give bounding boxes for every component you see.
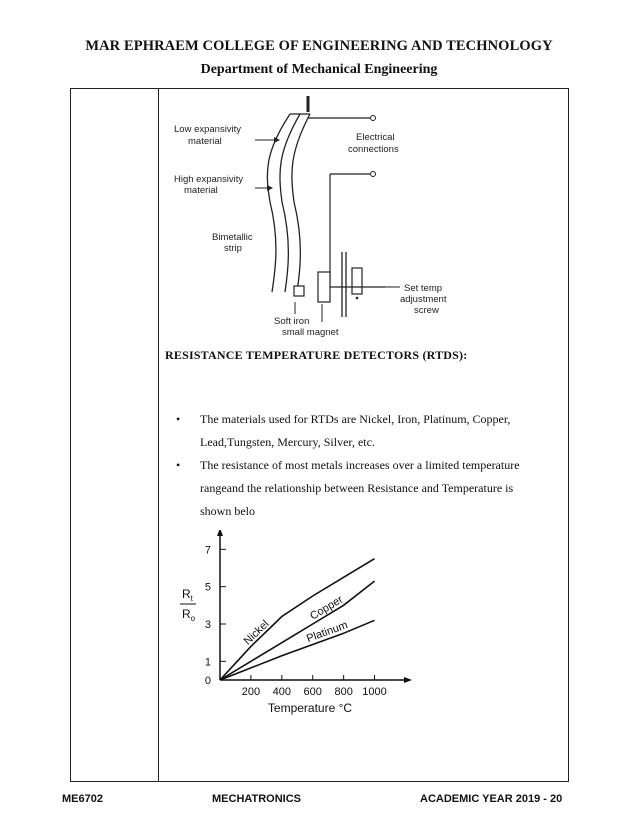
series-label-platinum: Platinum bbox=[305, 619, 350, 646]
y-tick-label: 1 bbox=[204, 656, 211, 669]
series-label-nickel: Nickel bbox=[241, 618, 272, 648]
series-line-nickel bbox=[220, 559, 375, 680]
x-tick-label: 800 bbox=[334, 686, 353, 698]
y-tick-label: 7 bbox=[204, 544, 211, 557]
label-screw: screw bbox=[414, 305, 439, 316]
section-heading: RESISTANCE TEMPERATURE DETECTORS (RTDS): bbox=[165, 348, 468, 362]
label-high-expansivity: High expansivity bbox=[174, 174, 244, 185]
bimetallic-strip-diagram bbox=[170, 92, 470, 342]
label-low-expansivity-material: material bbox=[188, 136, 222, 147]
resistance-temperature-graph bbox=[172, 530, 432, 730]
label-low-expansivity: Low expansivity bbox=[174, 124, 242, 135]
x-axis-arrow bbox=[404, 677, 412, 683]
label-high-expansivity-material: material bbox=[184, 185, 218, 196]
bullet-item: • The materials used for RTDs are Nickel, Iron, Platinum, Copper, Lead,Tungsten, Mercury, Silver, etc. bbox=[176, 412, 511, 449]
x-axis-label: Temperature °C bbox=[267, 701, 353, 715]
label-soft-iron: Soft iron bbox=[274, 316, 310, 327]
footer-academic-year: ACADEMIC YEAR 2019 - 20 bbox=[420, 793, 563, 805]
footer-subject: MECHATRONICS bbox=[212, 793, 302, 805]
x-tick-label: 400 bbox=[272, 686, 291, 698]
column-divider bbox=[158, 88, 159, 782]
y-tick-label: 3 bbox=[204, 619, 211, 631]
strip-inner-edge bbox=[292, 114, 310, 292]
x-tick-label: 1000 bbox=[362, 686, 387, 698]
x-tick-label: 600 bbox=[303, 686, 322, 698]
adjustment-screw-head bbox=[352, 268, 362, 294]
label-electrical: Electrical bbox=[356, 132, 395, 143]
label-set-temp: Set temp bbox=[404, 283, 443, 294]
strip-middle-edge bbox=[280, 114, 300, 292]
label-adjustment: adjustment bbox=[400, 294, 447, 305]
series-line-platinum bbox=[220, 620, 375, 680]
graph-series bbox=[220, 559, 375, 680]
label-bimetallic: Bimetallic bbox=[212, 232, 253, 243]
y-tick-label: 5 bbox=[204, 581, 211, 594]
y-axis-arrow bbox=[217, 530, 223, 536]
department-name: Department of Mechanical Engineering bbox=[200, 62, 438, 77]
bullet-item: • The resistance of most metals increases over a limited temperature rangeand the relationship between Resistance and Temperature is shown belo bbox=[176, 458, 520, 518]
label-connections: connections bbox=[348, 144, 399, 155]
graph-axes bbox=[217, 530, 412, 683]
series-label-copper: Copper bbox=[308, 593, 346, 623]
bullet-list bbox=[176, 408, 526, 523]
y-tick-label: 0 bbox=[204, 675, 211, 687]
label-strip: strip bbox=[224, 243, 242, 254]
soft-iron-piece bbox=[294, 286, 304, 296]
small-magnet bbox=[318, 272, 330, 302]
college-name: MAR EPHRAEM COLLEGE OF ENGINEERING AND TECHNOLOGY bbox=[85, 38, 553, 54]
footer-course-code: ME6702 bbox=[62, 793, 103, 805]
x-tick-label: 200 bbox=[241, 686, 261, 698]
bullet-text: The resistance of most metals increases over a limited temperature rangeand the relationship between Resistance and Temperature is shown belo bbox=[200, 458, 520, 518]
y-axis-label-numerator: $R_t$ bbox=[182, 587, 193, 603]
y-axis-label-denominator: $R_o$ bbox=[182, 607, 196, 623]
bullet-text: The materials used for RTDs are Nickel, Iron, Platinum, Copper, Lead,Tungsten, Mercury, Silver, etc. bbox=[200, 412, 511, 449]
label-small-magnet: small magnet bbox=[282, 327, 339, 338]
